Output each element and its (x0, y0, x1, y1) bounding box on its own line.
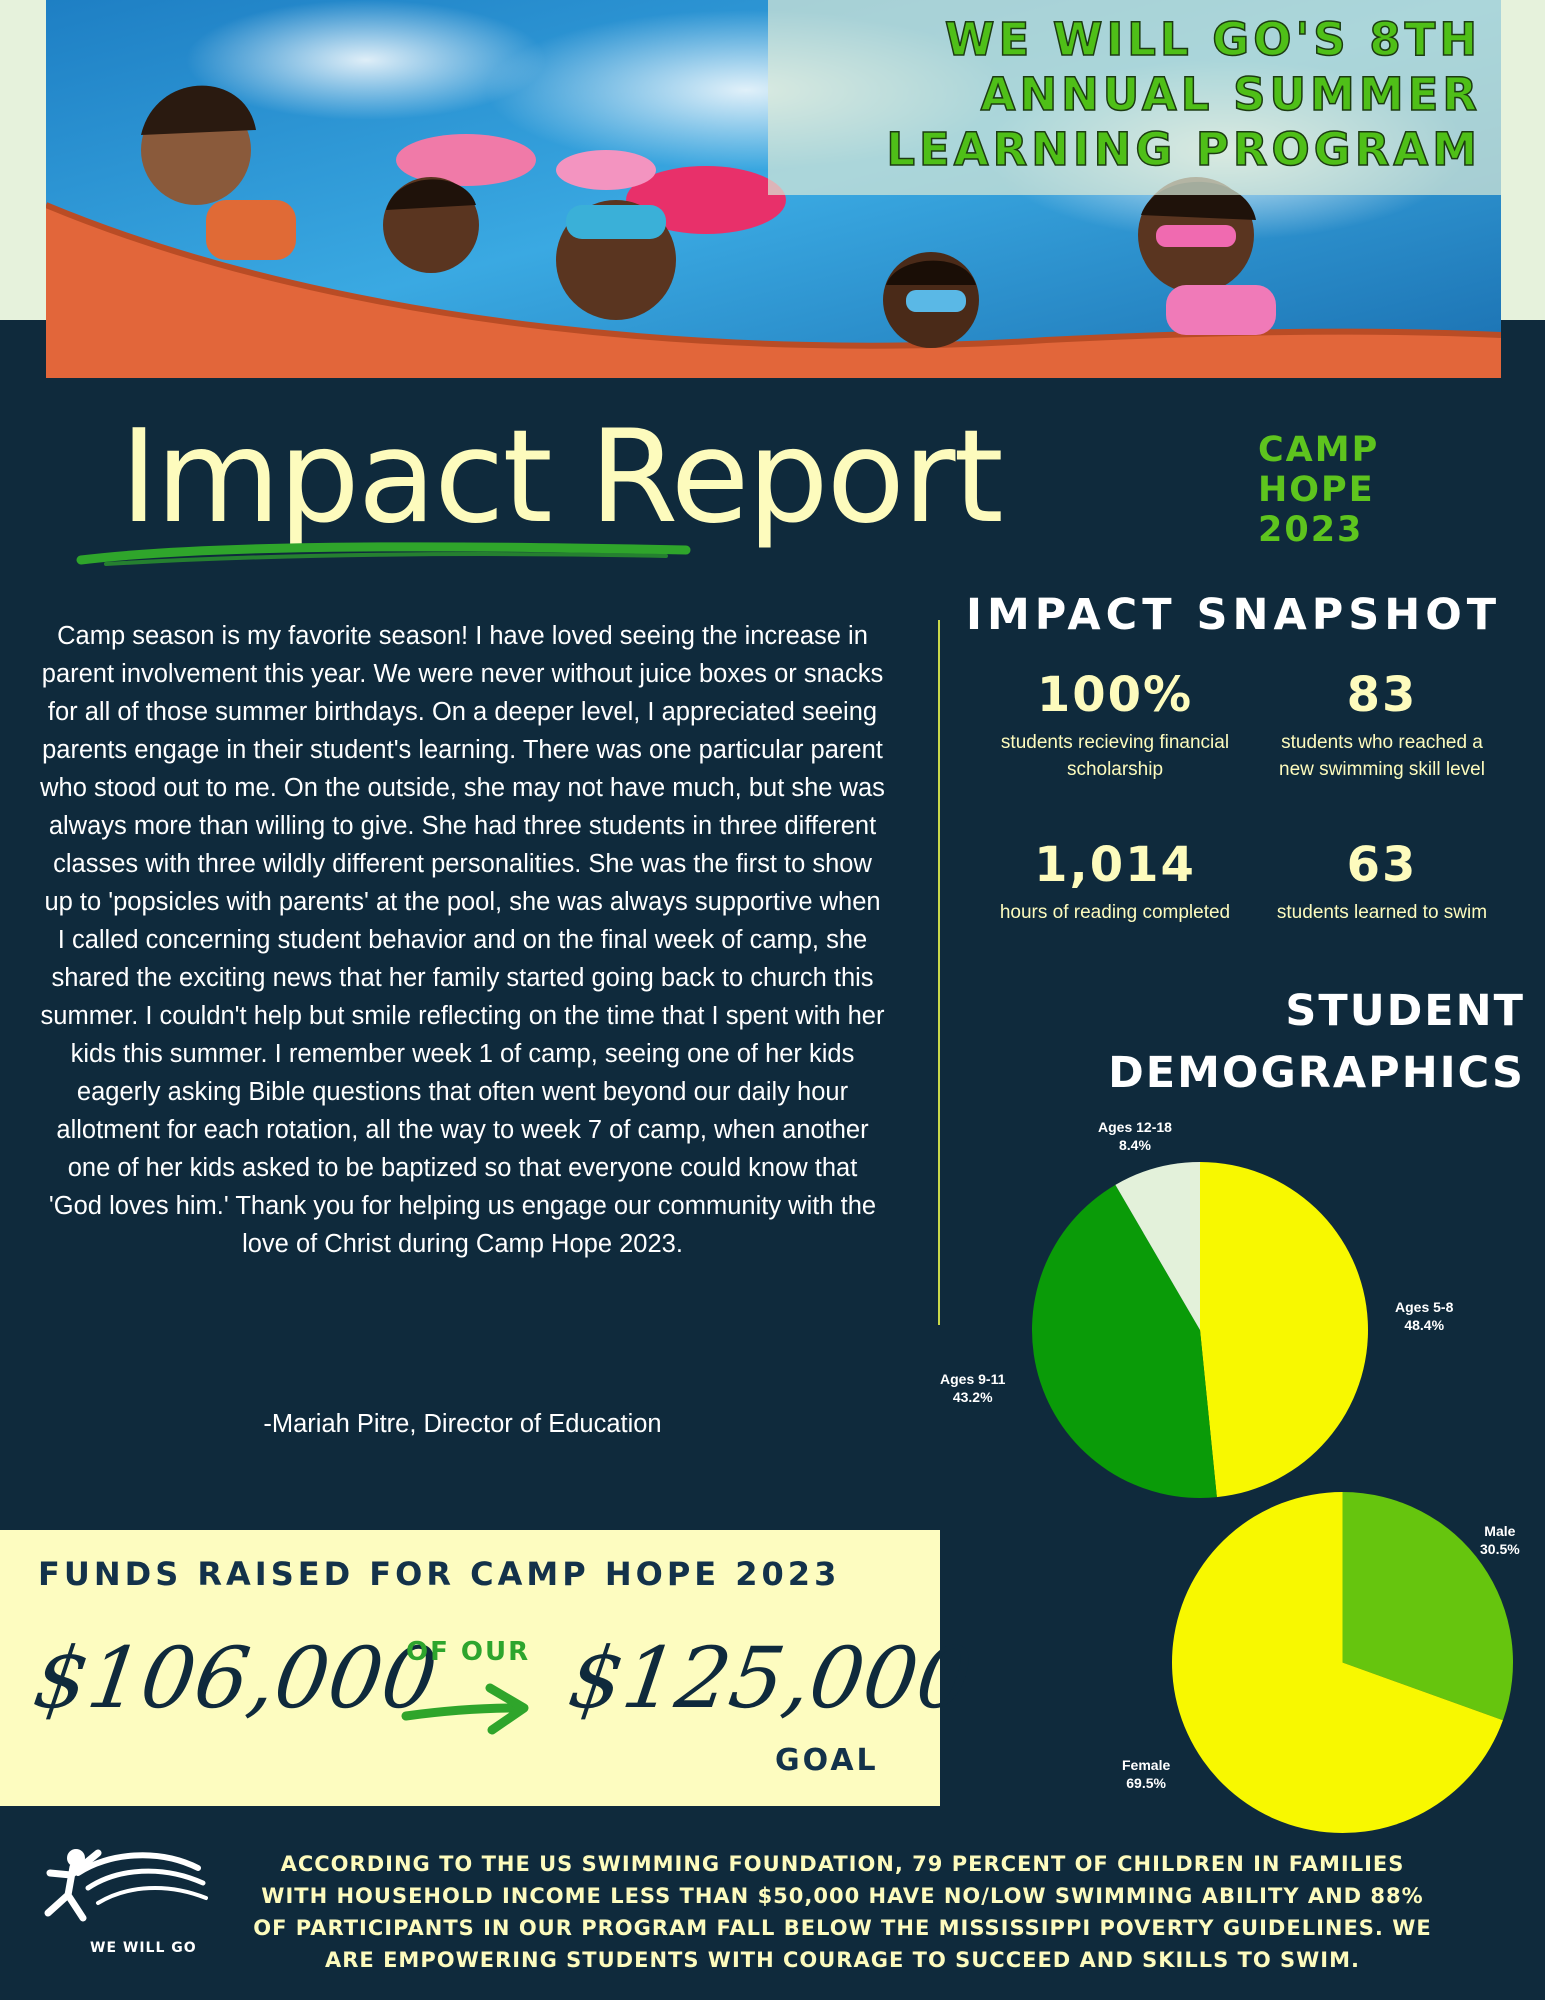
pie-label-male (1480, 1522, 1520, 1558)
stat-value: 63 (1346, 837, 1418, 893)
pie-label-value: 43.2% (952, 1389, 993, 1405)
hero-side-band-right (1499, 0, 1545, 320)
snapshot-title: IMPACT SNAPSHOT (966, 590, 1502, 640)
stat-label: hours of reading completed (999, 902, 1231, 923)
stat-label: students who reached a new swimming skill level (1279, 732, 1485, 780)
stat-scholarship (995, 665, 1235, 783)
brush-underline (76, 540, 696, 570)
camp-tag-line: CAMP (1258, 430, 1380, 470)
camp-tag-line: HOPE (1258, 470, 1375, 510)
funds-goal-label: GOAL (775, 1743, 879, 1778)
pie-label-value: 69.5% (1126, 1775, 1166, 1791)
demographics-title (1025, 980, 1525, 1104)
pie-label-ages-9-11 (940, 1370, 1005, 1406)
demographics-title-line: STUDENT (1285, 986, 1525, 1036)
pie-label-value: 48.4% (1404, 1317, 1445, 1333)
story-signature: -Mariah Pitre, Director of Education (263, 1410, 662, 1438)
program-title: WE WILL GO'S 8TH ANNUAL SUMMER LEARNING PROGRAM (886, 13, 1481, 176)
divider-line (938, 620, 940, 1325)
stat-value: 83 (1346, 667, 1418, 723)
arrow-right-icon (400, 1680, 540, 1740)
funds-title: FUNDS RAISED FOR CAMP HOPE 2023 (38, 1555, 841, 1593)
pie-label-value: 30.5% (1480, 1541, 1520, 1557)
logo-text: WE WILL GO (90, 1940, 197, 1956)
funds-goal-amount: $125,000 (563, 1629, 978, 1727)
stat-learned-swim (1262, 835, 1502, 926)
camp-tag (1258, 430, 1379, 550)
pie-label-category: Male (1484, 1523, 1516, 1539)
report-title: Impact Report (120, 403, 1002, 552)
pie-slice-ages-5-8 (1200, 1162, 1368, 1497)
we-will-go-logo-icon (38, 1833, 208, 1943)
stat-reading-hours (995, 835, 1235, 926)
pie-label-ages-12-18 (1098, 1118, 1172, 1154)
stat-label: students recieving financial scholarship (1000, 732, 1230, 780)
demographics-title-line: DEMOGRAPHICS (1108, 1048, 1525, 1098)
footer-statistic: ACCORDING TO THE US SWIMMING FOUNDATION, 79 PERCENT OF CHILDREN IN FAMILIES WITH HOUSEHOLD INCOME LESS THAN $50,000 HAVE NO/LOW SWIMMING ABILITY AND 88% OF PARTICIPANTS IN OUR PROGRAM FALL BELOW THE MISSISSIPPI POVERTY GUIDELINES. WE ARE EMPOWERING STUDENTS WITH COURAGE TO SUCCEED AND SKILLS TO SWIM. (253, 1852, 1432, 1972)
camp-tag-line: 2023 (1258, 510, 1364, 550)
funds-connector: OF OUR (406, 1637, 531, 1667)
pie-label-value: 8.4% (1119, 1137, 1151, 1153)
pie-label-ages-5-8 (1395, 1298, 1453, 1334)
age-pie-chart (1030, 1160, 1370, 1500)
pie-label-category: Ages 12-18 (1098, 1119, 1172, 1135)
hero-title-box (768, 0, 1501, 195)
pie-label-category: Ages 5-8 (1395, 1299, 1454, 1315)
stat-value: 1,014 (1034, 837, 1196, 893)
hero-side-band-left (0, 0, 46, 320)
pie-label-category: Ages 9-11 (940, 1371, 1006, 1387)
funds-raised-amount: $106,000 (28, 1629, 443, 1727)
gender-pie-chart (1170, 1490, 1515, 1835)
stat-skill-level (1262, 665, 1502, 783)
stat-label: students learned to swim (1276, 902, 1488, 923)
pie-label-female (1122, 1756, 1170, 1792)
director-story: Camp season is my favorite season! I have loved seeing the increase in parent involvement this year. We were never without juice boxes or snacks for all of those summer birthdays. On a deeper level, I appreciated seeing parents engage in their student's learning. There was one particular parent who stood out to me. On the outside, she may not have much, but she was always more than willing to give. She had three students in three different classes with three wildly different personalities. She was the first to show up to 'popsicles with parents' at the pool, she was always supportive when I called concerning student behavior and on the final week of camp, she shared the exciting news that her family started going back to church this summer. I couldn't help but smile reflecting on the time that I spent with her kids this summer. I remember week 1 of camp, seeing one of her kids eagerly asking Bible questions that often went beyond our daily hour allotment for each rotation, all the way to week 7 of camp, when another one of her kids asked to be baptized so that everyone could know that 'God loves him.' Thank you for helping us engage our community with the love of Christ during Camp Hope 2023. (40, 622, 885, 1258)
pie-label-category: Female (1122, 1757, 1171, 1773)
stat-value: 100% (1036, 667, 1194, 723)
